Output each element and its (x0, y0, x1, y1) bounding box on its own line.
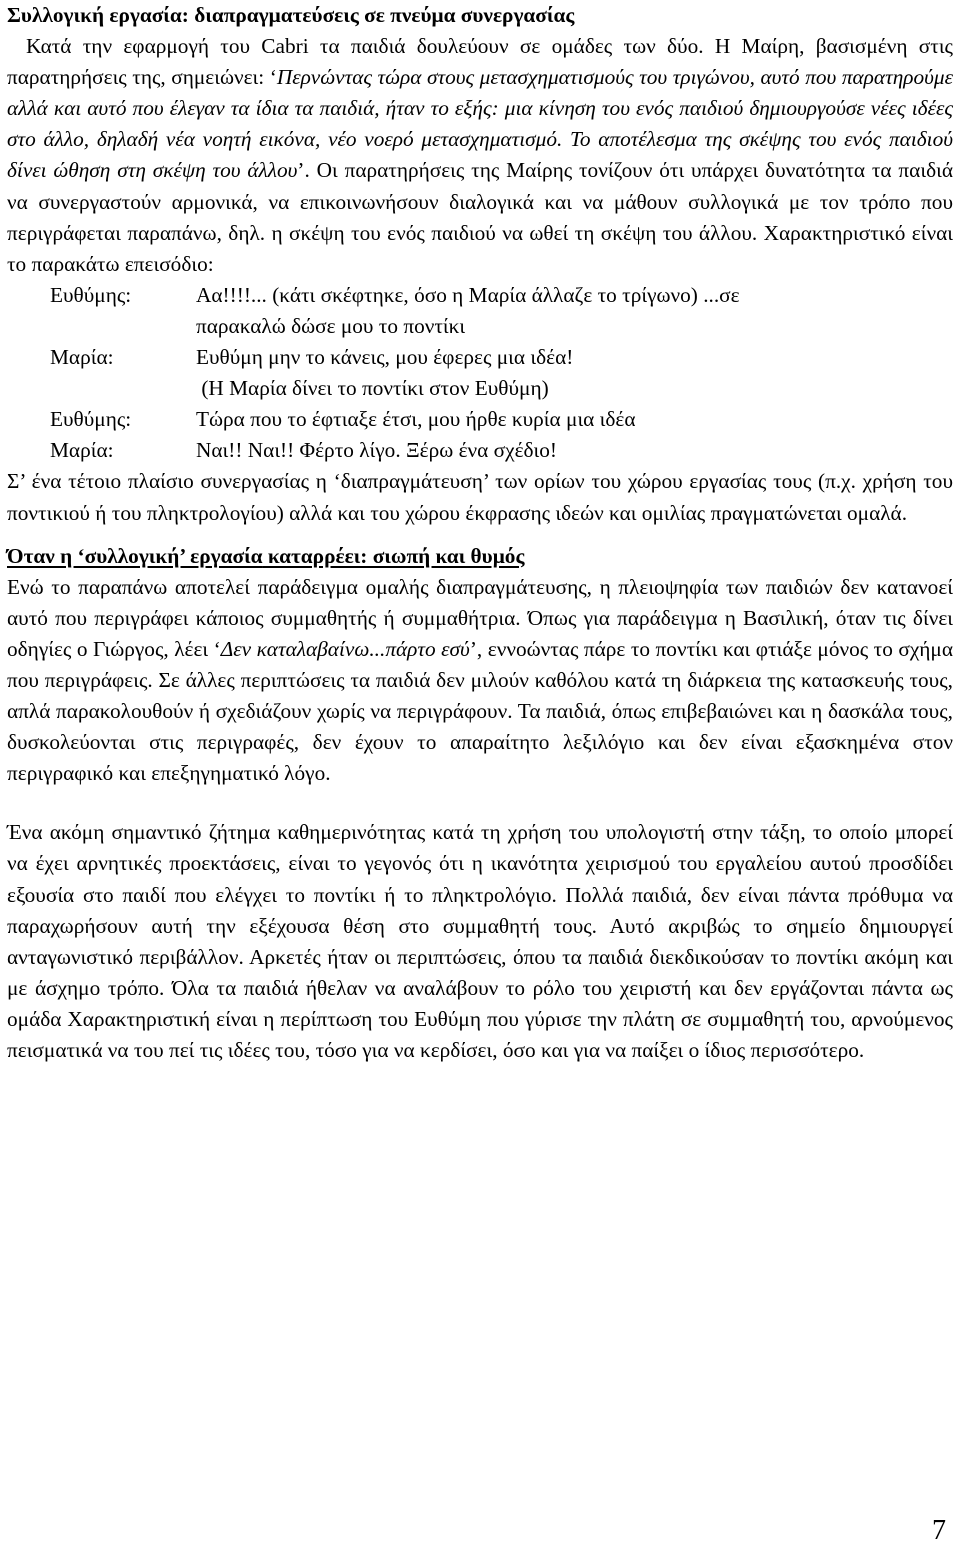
paragraph-power: Ένα ακόμη σημαντικό ζήτημα καθημερινότητας κατά τη χρήση του υπολογιστή στην τάξη, το οποίο μπορεί να έχει αρνητικές προεκτάσεις, είναι το γεγονός ότι η ικανότητα χειρισμού του εργαλείου αυτού προσδίδει εξουσία στο παιδί που ελέγχει το ποντίκι ή το πληκτρολόγιο. Πολλά παιδιά, δεν είναι πάντα πρόθυμα να παραχωρήσουν αυτή την εξέχουσα θέση στο συμμαθητή τους. Αυτό ακριβώς το σημείο δημιουργεί ανταγωνιστικό περιβάλλον. Αρκετές ήταν οι περιπτώσεις, όπου τα παιδιά διεκδικούσαν το ποντίκι ακόμη και με άσχημο τρόπο. Όλα τα παιδιά ήθελαν να αναλάβουν το ρόλο του χειριστή και δεν εργάζονται πάντα ως ομάδα Χαρακτηριστική είναι η περίπτωση του Ευθύμη που γύρισε την πλάτη σε συμμαθητή του, αρνούμενος πεισματικά να του πεί τις ιδέες του, τόσο για να κερδίσει, όσο και για να παίξει ο ίδιος περισσότερο. (7, 820, 953, 1062)
paragraph-text: Ενώ το παραπάνω αποτελεί παράδειγμα ομαλής διαπραγμάτευσης, η πλειοψηφία των παιδιών δεν κατανοεί αυτό που περιγράφει κάποιος συμμαθητής ή συμμαθήτρια. Όπως για παράδειγμα η Βασιλική, όταν τις δίνει οδηγίες ο Γιώργος, λέει ‘ (7, 574, 953, 661)
dialogue-row (7, 342, 953, 373)
document-page (7, 0, 953, 1066)
dialogue-continuation: (Η Μαρία δίνει το ποντίκι στον Ευθύμη) (196, 376, 549, 401)
paragraph-collapse (7, 572, 953, 790)
spacer (7, 529, 953, 541)
paragraph-text: ’, εννοώντας πάρε το ποντίκι και φτιάξε μόνος το σχήμα που περιγράφεις. Σε άλλες περιπτώσεις τα παιδιά δεν μιλούν καθόλου κατά τη διάρκεια της κατασκευής τους, απλά παρακολουθούν ή σχεδιάζουν χωρίς να περιγράφουν. Τα παιδιά, όπως επιβεβαιώνει και η δασκάλα τους, δυσκολεύονται στις περιγραφές, δεν έχουν το απαραίτητο λεξιλόγιο και δεν είναι εξασκημένα στον περιγραφικό και επεξηγηματικό λόγο. (7, 636, 954, 786)
dialogue-line: Ναι!! Ναι!! Φέρτο λίγο. Ξέρω ένα σχέδιο! (196, 438, 558, 463)
vasiliki-quote: Δεν καταλαβαίνω...πάρτο εσύ (220, 636, 470, 661)
dialogue-episode (7, 280, 953, 467)
dialogue-line: Ευθύμη μην το κάνεις, μου έφερες μια ιδέα! (196, 345, 574, 370)
dialogue-speaker: Ευθύμης: (50, 282, 132, 307)
dialogue-line: Τώρα που το έφτιαξε έτσι, μου ήρθε κυρία μια ιδέα (196, 407, 636, 432)
dialogue-line: Αα!!!!... (κάτι σκέφτηκε, όσο η Μαρία άλλαζε το τρίγωνο) ...σε (196, 282, 740, 307)
dialogue-speaker: Ευθύμης: (50, 407, 132, 432)
intro-text: Κατά την εφαρμογή του Cabri τα παιδιά δουλεύουν σε ομάδες των δύο. Η Μαίρη, βασισμένη στις παρατηρήσεις της, σημειώνει: ‘ (7, 34, 953, 90)
dialogue-row (7, 280, 953, 311)
page-number: 7 (932, 1515, 946, 1546)
heading-rest-part: καταρρέει: σιωπή και θυμός (262, 543, 525, 568)
paragraph-intro (7, 31, 953, 280)
paragraph-closing: Σ’ ένα τέτοιο πλαίσιο συνεργασίας η ‘διαπραγμάτευση’ των ορίων του χώρου εργασίας τους (π.χ. χρήση του ποντικιού ή του πληκτρολογίου) αλλά και του χώρου έκφρασης ιδεών και ομιλίας πραγματώνεται ομαλά. (7, 469, 953, 525)
heading-underlined-part: Όταν η ‘συλλογική’ εργασία (7, 543, 263, 568)
dialogue-row (7, 435, 953, 466)
dialogue-row (7, 404, 953, 435)
section-heading-collapse (7, 541, 953, 572)
dialogue-continuation: παρακαλώ δώσε μου το ποντίκι (196, 313, 466, 338)
dialogue-speaker: Μαρία: (50, 438, 114, 463)
dialogue-speaker: Μαρία: (50, 345, 114, 370)
section-heading-collaboration: Συλλογική εργασία: διαπραγματεύσεις σε πνεύμα συνεργασίας (7, 3, 575, 27)
mary-quote: Περνώντας τώρα στους μετασχηματισμούς του τριγώνου, αυτό που παρατηρούμε αλλά και αυτό που έλεγαν τα ίδια τα παιδιά, ήταν το εξής: μια κίνηση του ενός παιδιού δημιουργούσε νέες ιδέες στο άλλο, δηλαδή νέα νοητή εικόνα, νέο νοερό μετασχηματισμό. Το αποτέλεσμα της σκέψης του ενός παιδιού δίνει ώθηση στη σκέψη του άλλου (7, 65, 953, 183)
after-quote-text: ’. Οι παρατηρήσεις της Μαίρης τονίζουν ότι υπάρχει δυνατότητα τα παιδιά να συνεργαστούν αρμονικά, να επικοινωνήσουν διαλογικά και να μάθουν συλλογικά με τον τρόπο που περιγράφεται παραπάνω, δηλ. η σκέψη του ενός παιδιού να ωθεί τη σκέψη του άλλου. Χαρακτηριστικό είναι το παρακάτω επεισόδιο: (7, 158, 953, 276)
spacer (7, 789, 953, 817)
